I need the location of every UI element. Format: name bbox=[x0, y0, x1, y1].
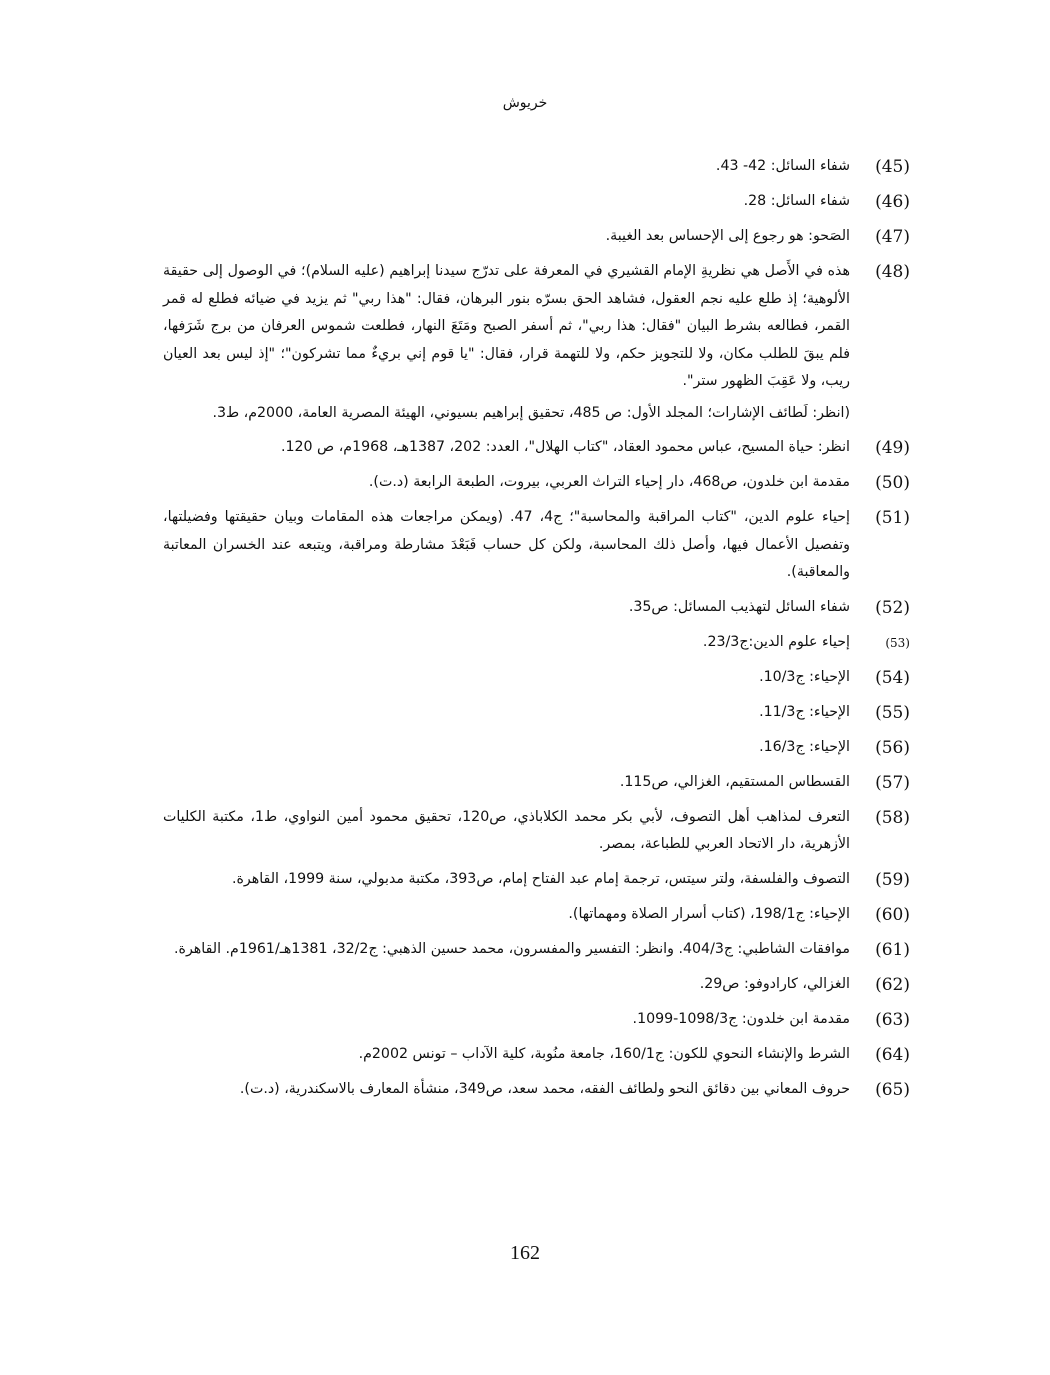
note-number: (53) bbox=[885, 635, 910, 650]
note-text: الغزالي، كارادوفو: ص29. bbox=[699, 975, 850, 992]
note-number: (45) bbox=[875, 157, 910, 177]
note-number: (47) bbox=[875, 227, 910, 247]
note-text: الإحياء: ج10/3. bbox=[759, 668, 850, 685]
running-title: خريوش bbox=[502, 95, 548, 111]
running-header bbox=[0, 95, 1050, 111]
note-reference: (انظر: لَطائف الإشارات؛ المجلد الأول: ص 485، تحقيق إبراهيم بسيوني، الهيئة المصرية العامة، 2000م، ط3. bbox=[212, 404, 850, 421]
endnote-45 bbox=[163, 153, 910, 181]
note-text: شفاء السائل: 42- 43. bbox=[715, 158, 850, 174]
note-number: (58) bbox=[875, 807, 910, 828]
note-text: القسطاس المستقيم، الغزالي، ص115. bbox=[619, 773, 850, 790]
note-number: (56) bbox=[875, 737, 910, 758]
endnote-60 bbox=[163, 901, 910, 929]
endnote-52 bbox=[163, 594, 910, 622]
note-text: انظر: حياة المسيح، عباس محمود العقاد، "كتاب الهلال"، العدد: 202، 1387هـ، 1968م، ص 120. bbox=[280, 439, 850, 455]
note-text: شفاء السائل لتهذيب المسائل: ص35. bbox=[628, 598, 850, 615]
note-text: الإحياء: ج198/1، (كتاب أسرار الصلاة ومهماتها). bbox=[568, 905, 850, 922]
note-text: الشرط والإنشاء النحوي للكون: ج160/1، جامعة منُوبة، كلية الآداب – تونس 2002م. bbox=[358, 1045, 850, 1062]
note-text: التعرف لمذاهب أهل التصوف، لأبي بكر محمد الكلاباذي، ص120، تحقيق محمود أمين النواوي، ط1، مكتبة الكليات الأزهرية، دار الاتحاد العربي للطباعة، بمصر. bbox=[163, 808, 850, 852]
note-number: (51) bbox=[875, 508, 910, 528]
note-number: (62) bbox=[875, 974, 910, 995]
endnote-49 bbox=[163, 434, 910, 462]
endnote-62 bbox=[163, 971, 910, 999]
note-number: (55) bbox=[875, 702, 910, 723]
note-number: (59) bbox=[875, 869, 910, 890]
endnote-56 bbox=[163, 734, 910, 762]
note-number: (63) bbox=[875, 1009, 910, 1030]
endnote-59 bbox=[163, 866, 910, 894]
note-number: (64) bbox=[875, 1044, 910, 1065]
endnote-65 bbox=[163, 1076, 910, 1104]
note-number: (61) bbox=[875, 939, 910, 960]
note-number: (50) bbox=[875, 473, 910, 493]
endnote-58 bbox=[163, 804, 910, 859]
note-text: إحياء علوم الدين:ج23/3. bbox=[702, 633, 850, 650]
note-text: الصَحو: هو رجوع إلى الإحساس بعد الغيبة. bbox=[605, 228, 850, 244]
note-text: هذه في الأَصل هي نظريةِ الإمام القشيري في المعرفة على تدرّج سيدنا إبراهيم (عليه السلام)؛ في الوصول إلى حقيقة الألوهية؛ إذ طلع عليه نجم العقول، فشاهد الحق بسرّه بنور البرهان، فقال: "هذا ربي" ثم يزيد في ضيائه فطلع له قمر القمر، فطالعه بشرط البيان "فقال: هذا ربي"، ثم أسفر الصبح ومَتَعَ النهار، فطلعت شموس العرفان من برج شَرَفها، فلم يبقَ للطلب مكان، ولا للتجويز حكم، ولا للتهمة قرار، فقال: "يا قوم إني بريءٌ مما تشركون"؛ "إذ ليس بعد العيان ريب، ولا عَقِبَ الظهور ستر". bbox=[163, 263, 850, 389]
note-text: الإحياء: ج16/3. bbox=[759, 738, 850, 755]
page-number: 162 bbox=[510, 1242, 540, 1264]
endnote-54 bbox=[163, 664, 910, 692]
note-text: إحياء علوم الدين، "كتاب المراقبة والمحاسبة"؛ ج4، 47. (ويمكن مراجعات هذه المقامات وبيان حقيقتها وفضيلتها، وتفصيل الأعمال فيها، وأصل ذلك المحاسبة، ولكن كل حساب فَبَعْدَ مشارطة ومراقبة، ويتبعه عند الخسران المعاتبة والمعاقبة). bbox=[163, 509, 851, 580]
endnote-55 bbox=[163, 699, 910, 727]
note-number: (48) bbox=[875, 262, 910, 282]
endnote-63 bbox=[163, 1006, 910, 1034]
note-text: حروف المعاني بين دقائق النحو ولطائف الفقه، محمد سعد، ص349، منشأة المعارف بالاسكندرية، (د.ت). bbox=[239, 1080, 850, 1097]
note-number: (46) bbox=[875, 192, 910, 212]
note-number: (52) bbox=[875, 597, 910, 618]
endnote-53 bbox=[163, 629, 910, 657]
endnote-61 bbox=[163, 936, 910, 964]
note-number: (57) bbox=[875, 772, 910, 793]
note-number: (49) bbox=[875, 438, 910, 458]
note-text: مقدمة ابن خلدون: ج1098/3-1099. bbox=[632, 1010, 850, 1027]
endnote-50 bbox=[163, 469, 910, 497]
note-number: (54) bbox=[875, 667, 910, 688]
endnote-47 bbox=[163, 223, 910, 251]
endnote-57 bbox=[163, 769, 910, 797]
endnote-51 bbox=[163, 504, 910, 587]
note-text: موافقات الشاطبي: ج404/3. وانظر: التفسير والمفسرون، محمد حسين الذهبي: ج32/2، 1381هـ/1961م. القاهرة. bbox=[174, 940, 850, 957]
note-number: (60) bbox=[875, 904, 910, 925]
endnote-64 bbox=[163, 1041, 910, 1069]
endnote-48 bbox=[163, 258, 910, 427]
endnote-46 bbox=[163, 188, 910, 216]
note-text: التصوف والفلسفة، ولتر سيتس، ترجمة إمام عبد الفتاح إمام، ص393، مكتبة مدبولي، سنة 1999، القاهرة. bbox=[231, 870, 850, 887]
note-text: الإحياء: ج11/3. bbox=[759, 703, 850, 720]
note-text: مقدمة ابن خلدون، ص468، دار إحياء التراث العربي، بيروت، الطبعة الرابعة (د.ت). bbox=[368, 474, 850, 490]
endnotes-list bbox=[163, 153, 910, 1111]
note-text: شفاء السائل: 28. bbox=[743, 193, 850, 209]
note-number: (65) bbox=[875, 1079, 910, 1100]
